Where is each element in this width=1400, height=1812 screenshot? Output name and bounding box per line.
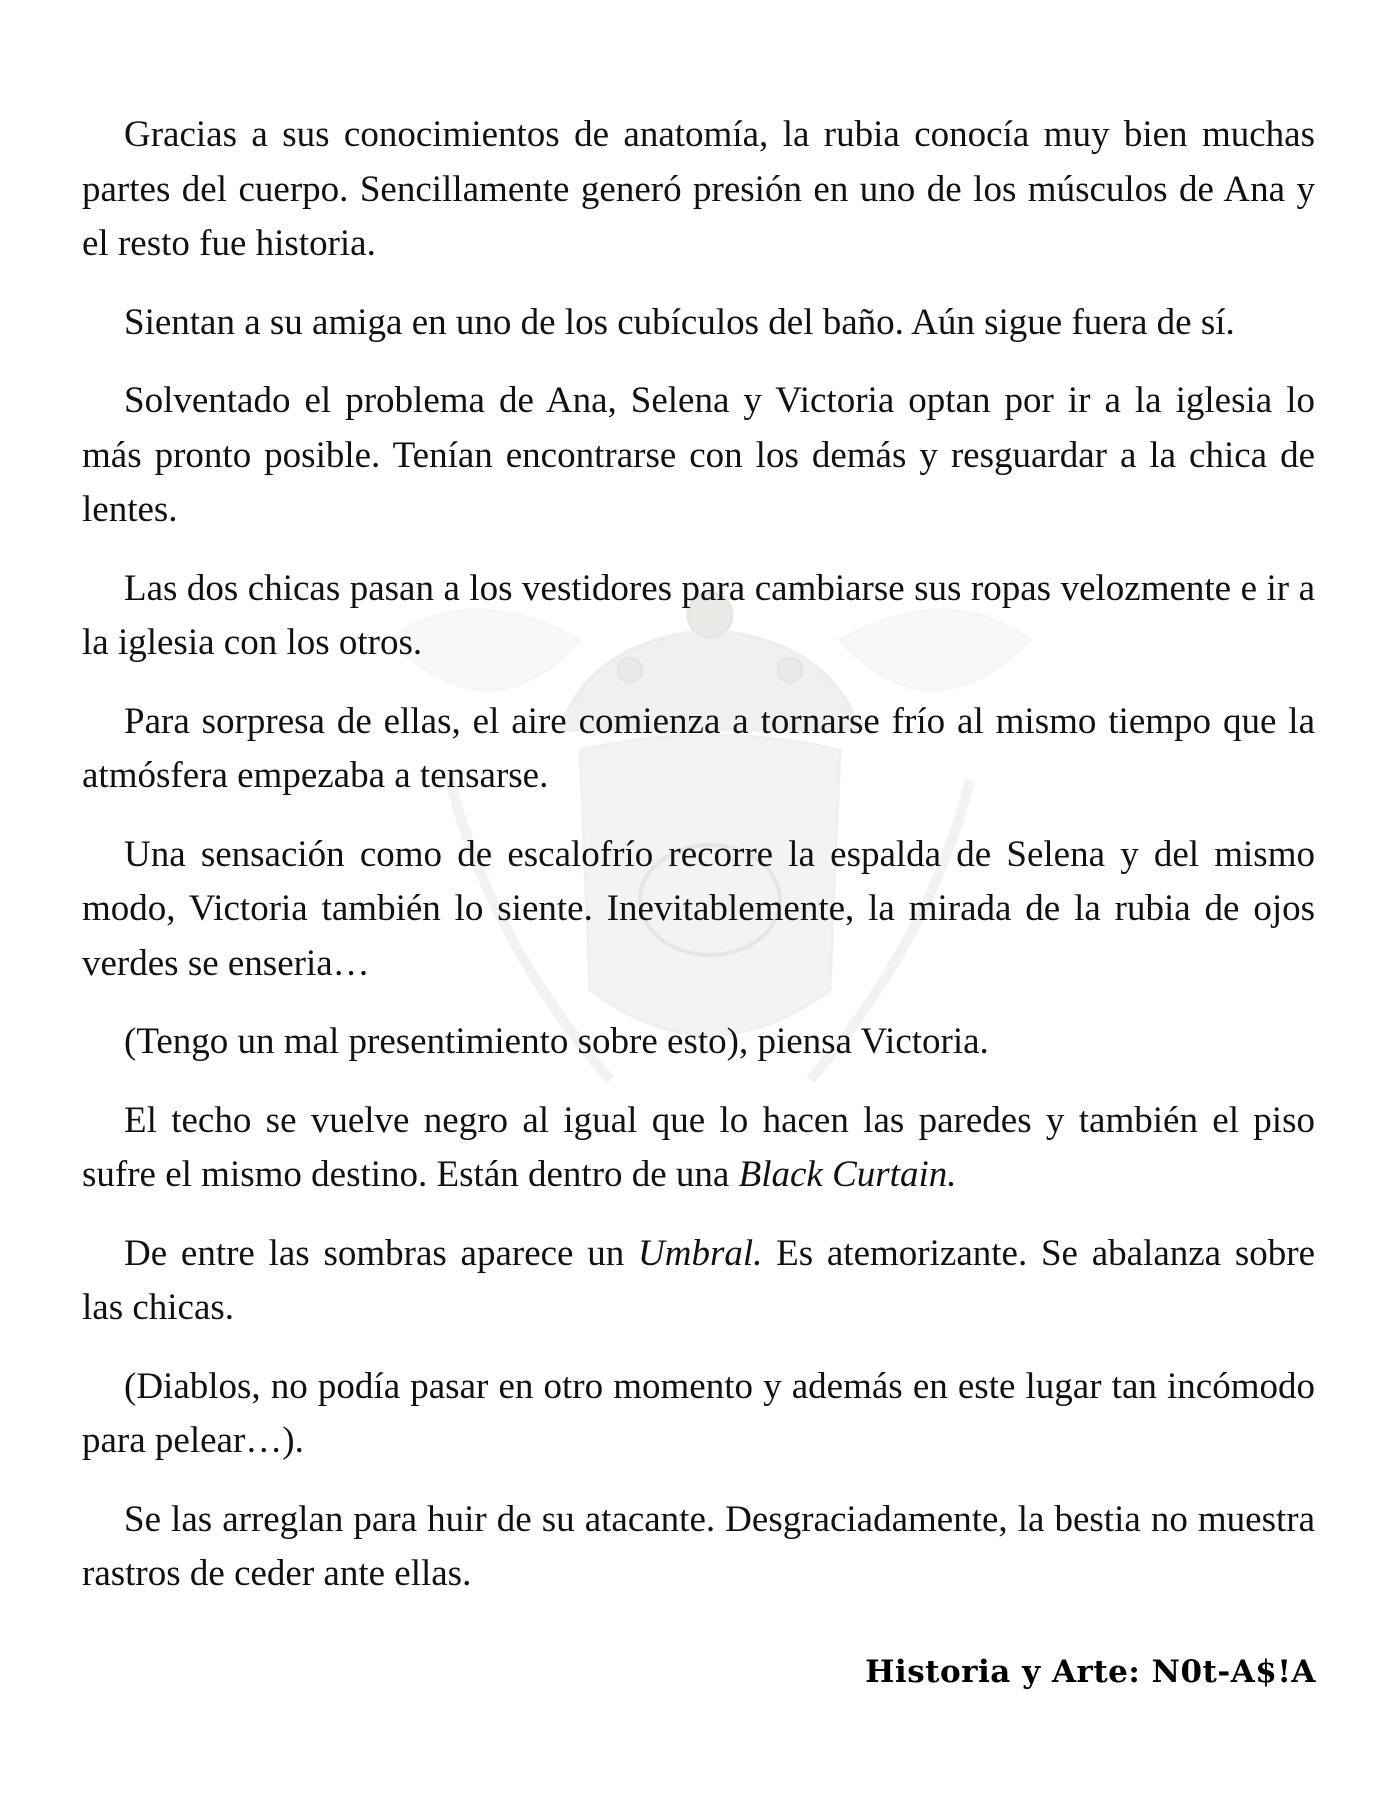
paragraph-text: Es atemorizante. Se abalanza sobre las chicas. bbox=[82, 1232, 1315, 1328]
body-text bbox=[82, 108, 1315, 1626]
paragraph-text: El techo se vuelve negro al igual que lo hacen las paredes y también el piso sufre el mismo destino. Están dentro de una bbox=[82, 1099, 1315, 1195]
paragraph: Solventado el problema de Ana, Selena y Victoria optan por ir a la iglesia lo más pronto posible. Tenían encontrarse con los demás y resguardar a la chica de lentes. bbox=[82, 380, 1315, 530]
paragraph: (Diablos, no podía pasar en otro momento y además en este lugar tan incómodo para pelear…). bbox=[82, 1365, 1315, 1461]
paragraph: Sientan a su amiga en uno de los cubículos del baño. Aún sigue fuera de sí. bbox=[124, 301, 1235, 343]
paragraph bbox=[82, 1094, 1315, 1203]
paragraph bbox=[82, 1227, 1315, 1336]
paragraph: Para sorpresa de ellas, el aire comienza a tornarse frío al mismo tiempo que la atmósfera empezaba a tensarse. bbox=[82, 700, 1315, 796]
paragraph: Se las arreglan para huir de su atacante. Desgraciadamente, la bestia no muestra rastros de ceder ante ellas. bbox=[82, 1498, 1315, 1594]
paragraph: Una sensación como de escalofrío recorre la espalda de Selena y del mismo modo, Victoria también lo siente. Inevitablemente, la mirada de la rubia de ojos verdes se enseria… bbox=[82, 833, 1315, 984]
author-credit: Historia y Arte: N0t-A$!A bbox=[865, 1654, 1316, 1690]
paragraph: (Tengo un mal presentimiento sobre esto), piensa Victoria. bbox=[124, 1021, 989, 1062]
paragraph-text: De entre las sombras aparece un bbox=[124, 1232, 638, 1274]
italic-term: Black Curtain. bbox=[738, 1154, 957, 1195]
paragraph: Las dos chicas pasan a los vestidores para cambiarse sus ropas velozmente e ir a la iglesia con los otros. bbox=[82, 567, 1315, 663]
paragraph: Gracias a sus conocimientos de anatomía, la rubia conocía muy bien muchas partes del cuerpo. Sencillamente generó presión en uno de los músculos de Ana y el resto fue historia. bbox=[82, 114, 1315, 264]
italic-term: Umbral. bbox=[638, 1232, 763, 1274]
